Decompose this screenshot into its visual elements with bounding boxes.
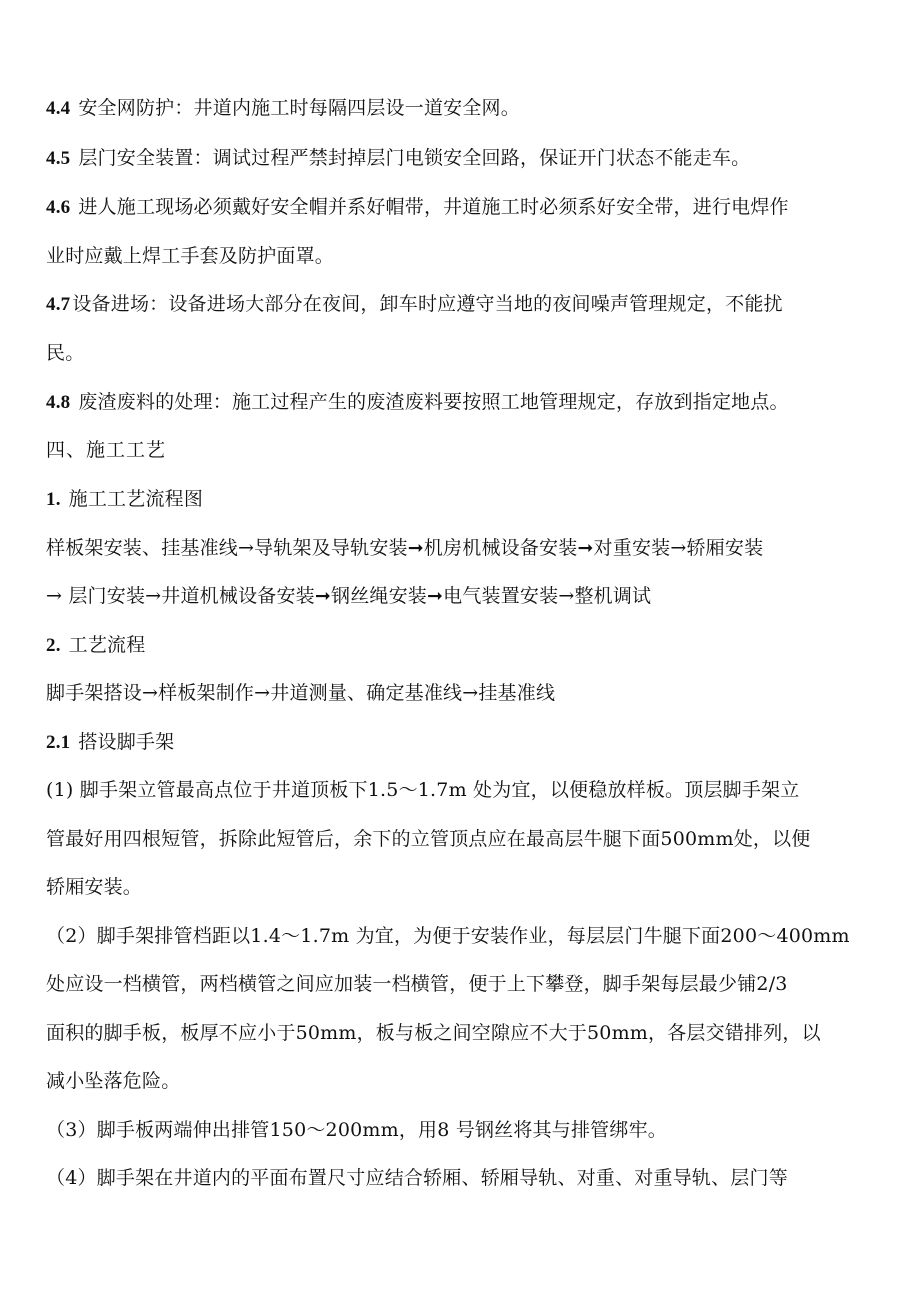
item-3-line-1 (46, 1117, 886, 1143)
item-number: 2. (46, 635, 61, 656)
para-4-6-cont (46, 243, 886, 269)
para-text: （3）脚手板两端伸出排管150～200mm，用8 号钢丝将其与排管绑牢。 (46, 1119, 667, 1141)
process-line (46, 680, 886, 706)
item-number: 4.4 (46, 98, 71, 119)
para-text: 民。 (46, 342, 85, 364)
subsection-title: 搭设脚手架 (78, 731, 175, 753)
item-number: 4.5 (46, 148, 71, 169)
item-number: 4.8 (46, 392, 71, 413)
para-text: 样板架安装、挂基准线→导轨架及导轨安装➞机房机械设备安装➞对重安装→轿厢安装 (46, 537, 764, 559)
item-2-line-1 (46, 923, 886, 949)
item-number: 1. (46, 489, 61, 510)
subsection-title: 工艺流程 (68, 634, 146, 656)
para-4-5 (46, 145, 886, 172)
flow-line-2 (46, 583, 886, 609)
para-text: 进人施工现场必须戴好安全帽并系好帽带，井道施工时必须系好安全带，进行电焊作 (78, 196, 789, 218)
item-2-line-3 (46, 1020, 886, 1046)
section-title: 四、施工工艺 (46, 439, 167, 461)
para-text: 业时应戴上焊工手套及防护面罩。 (46, 245, 335, 267)
item-number: 2.1 (46, 732, 71, 753)
para-text: （2）脚手架排管档距以1.4～1.7m 为宜，为便于安装作业，每层层门牛腿下面200～400mm (46, 925, 850, 947)
para-text: 层门安全装置：调试过程严禁封掉层门电锁安全回路，保证开门状态不能走车。 (78, 147, 751, 169)
item-2-line-2 (46, 971, 886, 997)
item-4-line-1 (46, 1165, 886, 1191)
para-text: → 层门安装→井道机械设备安装➞钢丝绳安装➞电气装置安装→整机调试 (46, 585, 652, 607)
subsection-2 (46, 632, 886, 659)
para-text: 安全网防护：井道内施工时每隔四层设一道安全网。 (78, 97, 520, 119)
para-text: 废渣废料的处理：施工过程产生的废渣废料要按照工地管理规定，存放到指定地点。 (78, 391, 789, 413)
para-text: (1) 脚手架立管最高点位于井道顶板下1.5～1.7m 处为宜，以便稳放样板。顶层脚手架立 (46, 779, 800, 801)
item-number: 4.7 (46, 294, 71, 315)
item-1-line-3 (46, 874, 886, 900)
subsection-title: 施工工艺流程图 (68, 488, 204, 510)
item-number: 4.6 (46, 197, 71, 218)
para-text: 处应设一档横管，两档横管之间应加装一档横管，便于上下攀登，脚手架每层最少铺2/3 (46, 973, 788, 995)
para-4-4 (46, 95, 886, 122)
item-1-line-2 (46, 826, 886, 852)
subsection-1 (46, 486, 886, 513)
item-2-line-4 (46, 1068, 886, 1094)
para-4-6 (46, 194, 886, 221)
subsection-2-1 (46, 729, 886, 756)
para-text: 减小坠落危险。 (46, 1070, 181, 1092)
para-text: 轿厢安装。 (46, 876, 143, 898)
flow-line-1 (46, 535, 886, 561)
para-4-7-cont (46, 340, 886, 366)
para-text: 管最好用四根短管，拆除此短管后，余下的立管顶点应在最高层牛腿下面500mm处，以便 (46, 828, 811, 850)
section-heading (46, 437, 886, 463)
para-text: 面积的脚手板，板厚不应小于50mm，板与板之间空隙应不大于50mm，各层交错排列，以 (46, 1022, 821, 1044)
para-4-8 (46, 389, 886, 416)
para-text: （4）脚手架在井道内的平面布置尺寸应结合轿厢、轿厢导轨、对重、对重导轨、层门等 (46, 1167, 788, 1189)
para-text: 脚手架搭设→样板架制作→井道测量、确定基准线→挂基准线 (46, 682, 556, 704)
item-1-line-1 (46, 777, 886, 803)
para-4-7 (46, 291, 886, 318)
para-text: 设备进场：设备进场大部分在夜间，卸车时应遵守当地的夜间噪声管理规定，不能扰 (72, 293, 783, 315)
